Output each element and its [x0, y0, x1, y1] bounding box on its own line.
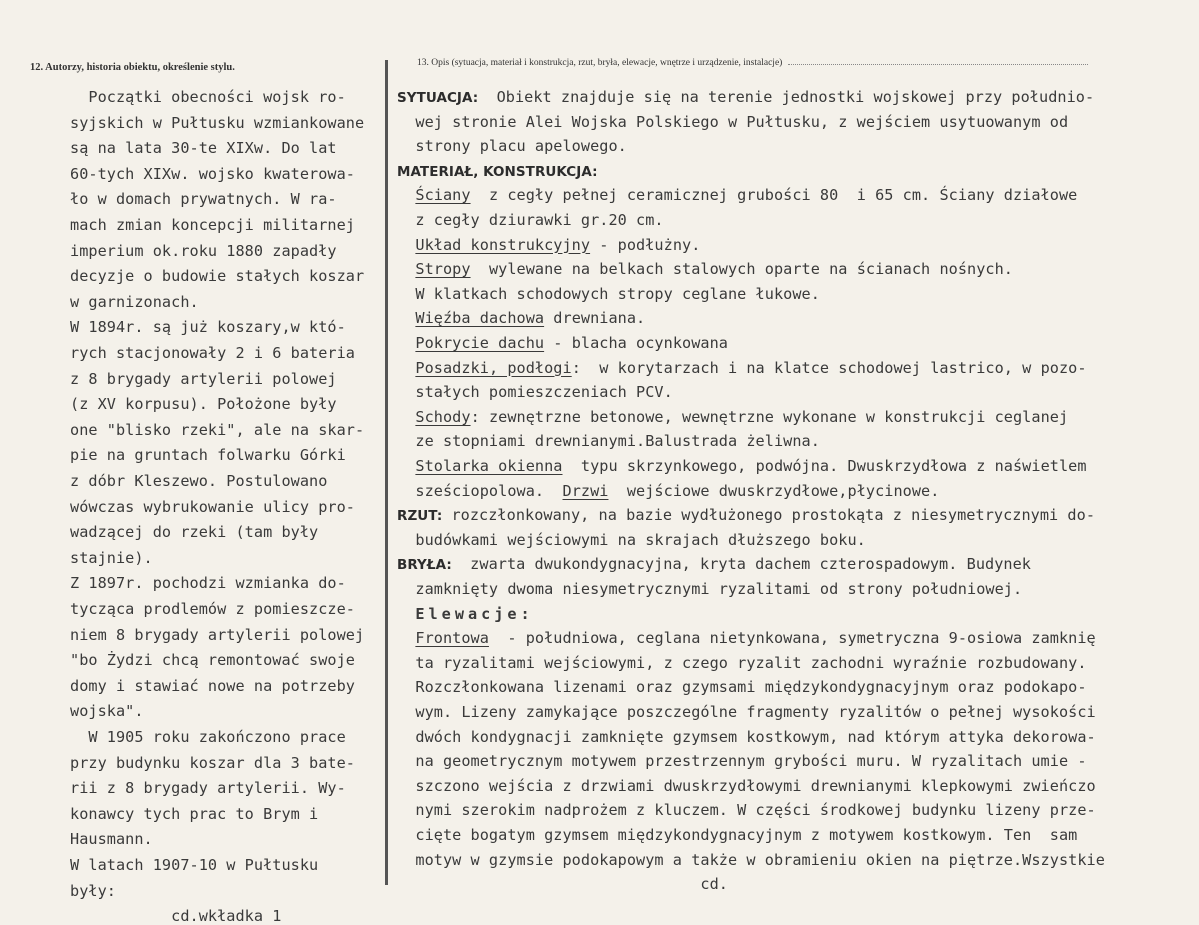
history-line: wówczas wybrukowanie ulicy pro- — [70, 497, 356, 516]
history-line: wojska". — [70, 702, 144, 721]
description-line — [397, 506, 1095, 524]
column-divider — [385, 60, 388, 885]
underlined-term: Schody — [415, 407, 471, 426]
description-text — [397, 457, 415, 475]
description-line — [397, 875, 728, 893]
section-13-header — [417, 58, 1088, 68]
description-text — [397, 359, 415, 377]
description-text: W klatkach schodowych stropy ceglane łukowe. — [397, 284, 820, 303]
history-line: imperium ok.roku 1880 zapadły — [70, 241, 337, 260]
history-line: niem 8 brygady artylerii polowej — [70, 625, 365, 644]
history-line: stajnie). — [70, 548, 153, 567]
history-line: konawcy tych prac to Brym i — [70, 804, 319, 823]
history-line: W latach 1907-10 w Pułtusku — [70, 856, 319, 874]
description-text: drewniana. — [544, 309, 646, 328]
description-text: rozczłonkowany, na bazie wydłużonego prostokąta z niesymetrycznymi do- — [442, 506, 1096, 525]
description-line — [397, 408, 1068, 426]
description-line — [397, 162, 598, 180]
description-line — [397, 285, 820, 303]
section-12-header: 12. Autorzy, historia obiektu, określenie stylu. — [30, 62, 235, 73]
description-text — [397, 605, 415, 623]
description-line — [397, 605, 534, 623]
underlined-term: Pokrycie dachu — [415, 334, 545, 352]
description-line — [397, 531, 866, 549]
history-line: "bo Żydzi chcą remontować swoje — [70, 651, 356, 670]
description-line — [397, 629, 1096, 647]
history-line: pie na gruntach folwarku Górki — [70, 446, 346, 465]
underlined-term: Więźba dachowa — [415, 309, 545, 328]
description-text: zwarta dwukondygnacyjna, kryta dachem czterospadowym. Budynek — [451, 555, 1031, 574]
description-text — [397, 236, 415, 254]
description-text — [397, 629, 415, 647]
description-line — [397, 88, 1094, 106]
history-line: tycząca prodlemów z pomieszcze- — [70, 600, 356, 618]
description-text: - blacha ocynkowana — [544, 334, 728, 352]
description-line — [397, 654, 1087, 672]
description-line — [397, 359, 1087, 377]
description-line — [397, 186, 1077, 204]
description-text: Rozczłonkowana lizenami oraz gzymsami międzykondygnacyjnym oraz podokapo- — [397, 678, 1087, 697]
description-text: zamknięty dwoma niesymetrycznymi ryzalitami od strony południowej. — [397, 580, 1023, 598]
history-line: ło w domach prywatnych. W ra- — [70, 190, 337, 209]
description-line — [397, 432, 820, 450]
description-line — [397, 260, 1013, 278]
description-line — [397, 383, 673, 401]
description-text: na geometrycznym motywem przestrzennym grybości muru. W ryzalitach umie - — [397, 752, 1087, 771]
underlined-term: Frontowa — [415, 629, 489, 648]
description-text: z cegły dziurawki gr.20 cm. — [397, 211, 664, 229]
description-text: Obiekt znajduje się na terenie jednostki wojskowej przy południo- — [478, 88, 1095, 106]
history-line: są na lata 30-te XIXw. Do lat — [70, 139, 337, 158]
history-line: one "blisko rzeki", ale na skar- — [70, 420, 365, 439]
history-line: z 8 brygady artylerii polowej — [70, 369, 337, 388]
description-line — [397, 580, 1022, 598]
description-text — [397, 186, 415, 204]
description-text: stałych pomieszczeniach PCV. — [397, 383, 673, 402]
history-line: (z XV korpusu). Położone były — [70, 395, 337, 414]
history-line: rych stacjonowały 2 i 6 bateria — [70, 344, 356, 362]
description-text: - podłużny. — [590, 235, 701, 254]
description-text — [397, 408, 415, 426]
description-text: wejściowe dwuskrzydłowe,płycinowe. — [608, 481, 940, 500]
description-text: - południowa, ceglana nietynkowana, symetryczna 9-osiowa zamknię — [488, 629, 1096, 648]
history-line: przy budynku koszar dla 3 bate- — [70, 753, 356, 772]
description-text: z cegły pełnej ceramicznej grubości 80 i 65 cm. Ściany działowe — [470, 186, 1078, 205]
description-text: motyw w gzymsie podokapowym a także w obramieniu okien na piętrze.Wszystkie — [397, 850, 1105, 869]
description-line — [397, 728, 1096, 746]
history-line: mach zmian koncepcji militarnej — [70, 216, 356, 234]
subsection-label: Elewacje: — [415, 604, 534, 623]
description-text: typu skrzynkowego, podwójna. Dwuskrzydłowa z naświetlem — [562, 457, 1087, 475]
description-text: strony placu apelowego. — [397, 137, 627, 156]
description-text: nymi szerokim nadprożem z kluczem. W części środkowej budynku lizeny prze- — [397, 801, 1096, 820]
history-line: w garnizonach. — [70, 292, 199, 311]
history-line: W 1894r. są już koszary,w któ- — [70, 318, 346, 337]
description-line — [397, 211, 664, 229]
description-text — [397, 334, 415, 352]
history-line: rii z 8 brygady artylerii. Wy- — [70, 779, 346, 798]
description-text — [397, 260, 415, 278]
history-line: 60-tych XIXw. wojsko kwaterowa- — [70, 164, 356, 183]
description-line — [397, 236, 700, 254]
description-line — [397, 482, 939, 500]
description-line — [397, 137, 627, 155]
description-line — [397, 777, 1096, 795]
history-line: wadzącej do rzeki (tam były — [70, 523, 319, 542]
history-line: Hausmann. — [70, 830, 153, 849]
description-text: wym. Lizeny zamykające poszczególne fragmenty ryzalitów o pełnej wysokości — [397, 703, 1096, 721]
history-line: z dóbr Kleszewo. Postulowano — [70, 472, 328, 490]
description-text: : w korytarzach i na klatce schodowej lastrico, w pozo- — [571, 358, 1087, 377]
description-text: ze stopniami drewnianymi.Balustrada żeliwna. — [397, 432, 820, 451]
description-line — [397, 703, 1096, 721]
section-label: SYTUACJA: — [397, 90, 479, 106]
history-line: Początki obecności wojsk ro- — [70, 88, 346, 106]
description-text: budówkami wejściowymi na skrajach dłuższego boku. — [397, 530, 866, 549]
history-line: W 1905 roku zakończono prace — [70, 728, 346, 746]
description-line — [397, 752, 1087, 770]
description-text — [397, 309, 415, 327]
section-label: MATERIAŁ, KONSTRUKCJA: — [397, 163, 598, 180]
description-line — [397, 457, 1087, 475]
description-line — [397, 555, 1031, 573]
underlined-term: Ściany — [415, 186, 471, 205]
description-text: wej stronie Alei Wojska Polskiego w Pułtusku, z wejściem usytuowanym od — [397, 112, 1069, 131]
history-line: były: — [70, 881, 116, 900]
history-line: cd.wkładka 1 — [70, 907, 282, 925]
description-line — [397, 851, 1105, 869]
description-line — [397, 801, 1096, 819]
section-label: RZUT: — [397, 508, 443, 525]
underlined-term: Układ konstrukcyjny — [415, 235, 591, 254]
dotted-fill-line — [788, 64, 1088, 65]
description-line — [397, 826, 1077, 844]
underlined-term: Posadzki, podłogi — [415, 358, 572, 377]
description-text: cd. — [397, 875, 728, 894]
underlined-term: Stolarka okienna — [415, 457, 563, 475]
description-text: : zewnętrzne betonowe, wewnętrzne wykonane w konstrukcji ceglanej — [470, 407, 1069, 426]
description-text: sześciopolowa. — [397, 481, 563, 500]
description-text: cięte bogatym gzymsem międzykondygnacyjnym z motywem kostkowym. Ten sam — [397, 826, 1078, 844]
description-text: ta ryzalitami wejściowymi, z czego ryzalit zachodni wyraźnie rozbudowany. — [397, 653, 1087, 672]
history-line: Z 1897r. pochodzi wzmianka do- — [70, 574, 346, 593]
description-text: szczono wejścia z drzwiami dwuskrzydłowymi drewnianymi klepkowymi zwieńczo — [397, 776, 1096, 795]
underlined-term: Drzwi — [562, 481, 609, 500]
history-line: decyzje o budowie stałych koszar — [70, 267, 365, 286]
description-text: dwóch kondygnacji zamknięte gzymsem kostkowym, nad którym attyka dekorowa- — [397, 727, 1096, 746]
description-line — [397, 334, 728, 352]
description-line — [397, 113, 1068, 131]
section-13-header-text: 13. Opis (sytuacja, materiał i konstrukcja, rzut, bryła, elewacje, wnętrze i urządzenie, instalacje) — [417, 58, 783, 68]
history-line: syjskich w Pułtusku wzmiankowane — [70, 113, 365, 132]
description-line — [397, 678, 1087, 696]
description-text: wylewane na belkach stalowych oparte na ścianach nośnych. — [470, 260, 1013, 279]
history-line: domy i stawiać nowe na potrzeby — [70, 676, 356, 695]
description-line — [397, 309, 645, 327]
section-label: BRYŁA: — [397, 557, 452, 574]
underlined-term: Stropy — [415, 260, 471, 279]
